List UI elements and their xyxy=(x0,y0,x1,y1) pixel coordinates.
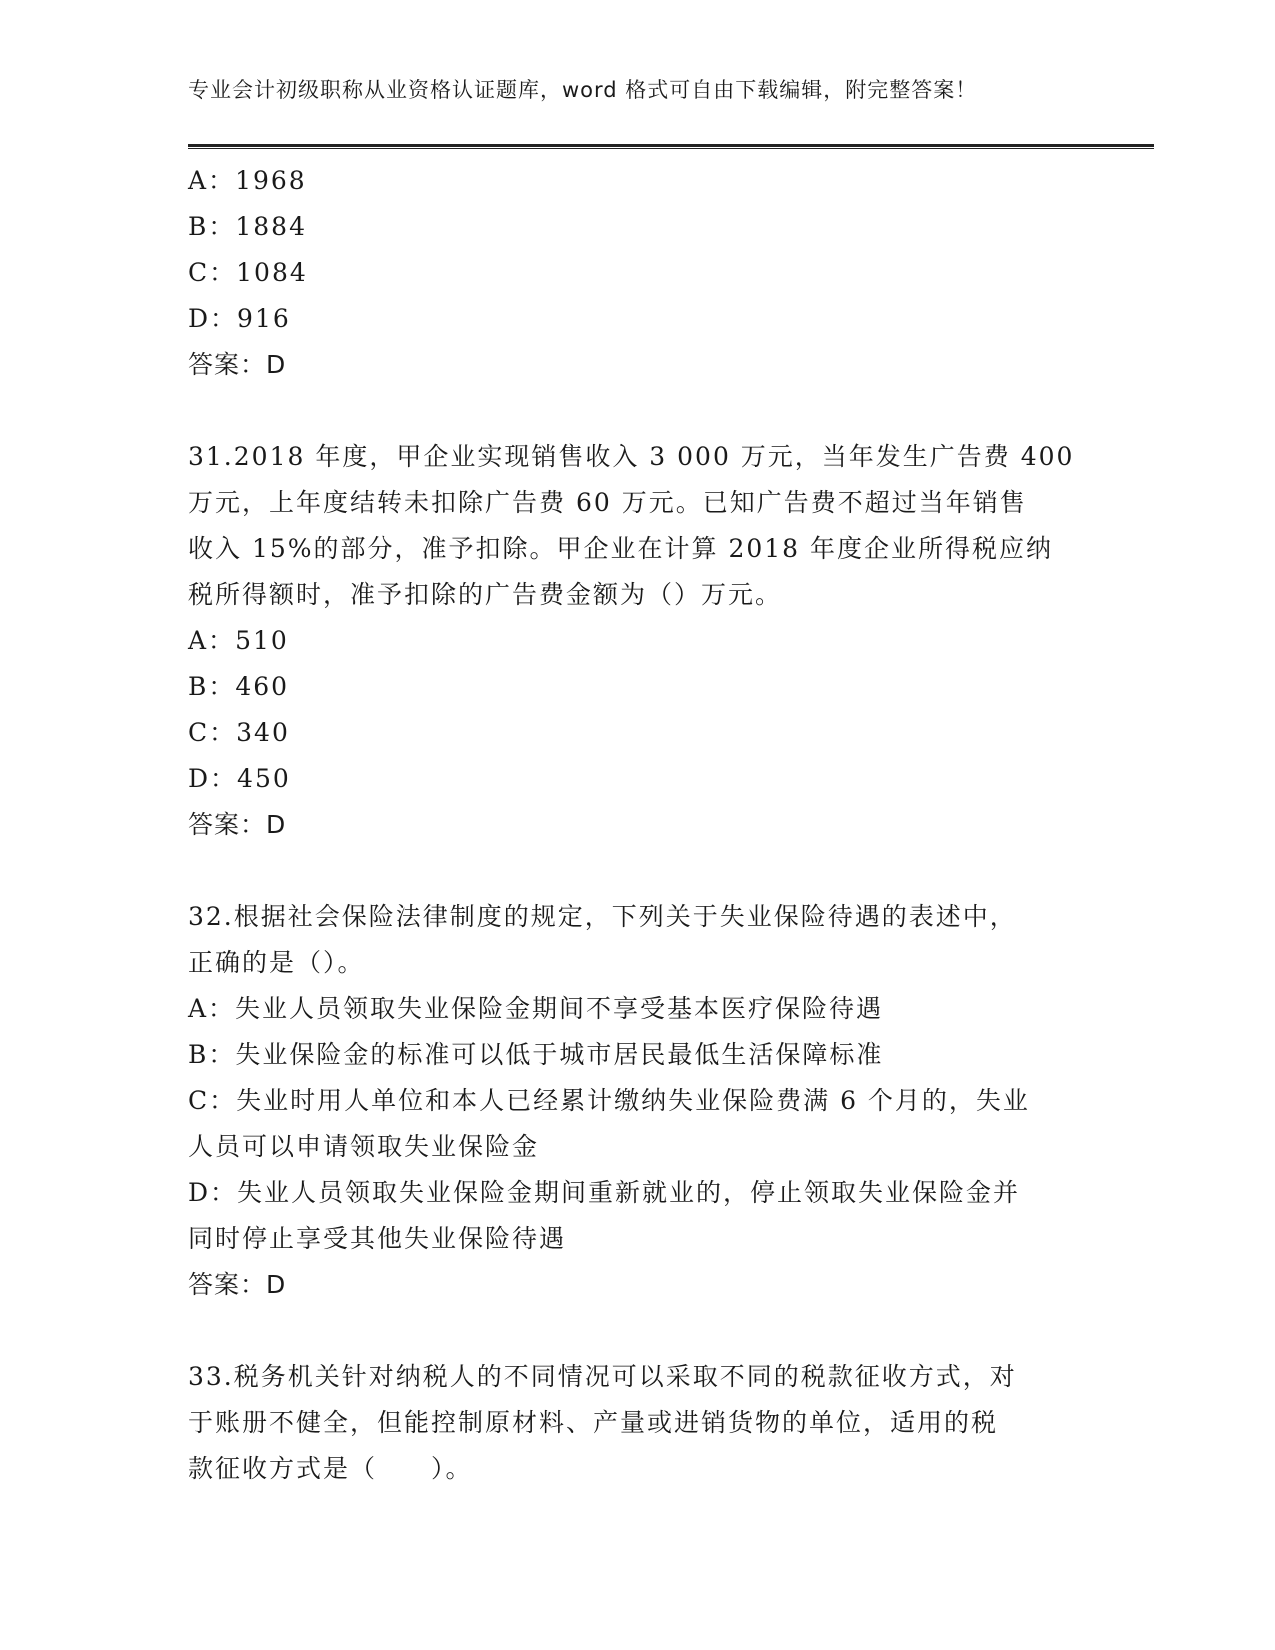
question-32-stem-line: 32.根据社会保险法律制度的规定，下列关于失业保险待遇的表述中， xyxy=(188,902,1017,931)
spacer xyxy=(188,848,1088,894)
question-content xyxy=(188,158,1088,1492)
page-header-text: 专业会计初级职称从业资格认证题库，word 格式可自由下载编辑，附完整答案！ xyxy=(188,78,978,102)
question-31-stem-line: 31.2018 年度，甲企业实现销售收入 3 000 万元，当年发生广告费 400 xyxy=(188,442,1075,471)
option-a: A：510 xyxy=(188,626,289,655)
answer-31: 答案：D xyxy=(188,810,287,839)
question-31-stem-line: 万元，上年度结转未扣除广告费 60 万元。已知广告费不超过当年销售 xyxy=(188,488,1027,517)
option-c: C：失业时用人单位和本人已经累计缴纳失业保险费满 6 个月的，失业 xyxy=(188,1086,1030,1115)
question-33-stem-line: 33.税务机关针对纳税人的不同情况可以采取不同的税款征收方式，对 xyxy=(188,1362,1017,1391)
question-32 xyxy=(188,894,1088,1308)
question-33-stem-line: 于账册不健全，但能控制原材料、产量或进销货物的单位，适用的税 xyxy=(188,1408,999,1437)
question-33 xyxy=(188,1354,1088,1492)
spacer xyxy=(188,1308,1088,1354)
option-d-continued: 同时停止享受其他失业保险待遇 xyxy=(188,1224,567,1253)
option-c: C：340 xyxy=(188,718,290,747)
option-a: A：失业人员领取失业保险金期间不享受基本医疗保险待遇 xyxy=(188,994,884,1023)
answer-30: 答案：D xyxy=(188,350,287,379)
option-c: C：1084 xyxy=(188,258,308,287)
option-d: D：450 xyxy=(188,764,291,793)
option-c-continued: 人员可以申请领取失业保险金 xyxy=(188,1132,540,1161)
option-b: B：460 xyxy=(188,672,290,701)
header-divider xyxy=(188,144,1154,149)
question-32-stem-line: 正确的是（）。 xyxy=(188,948,365,977)
question-31-stem-line: 收入 15%的部分，准予扣除。甲企业在计算 2018 年度企业所得税应纳 xyxy=(188,534,1054,563)
option-a: A：1968 xyxy=(188,166,307,195)
question-33-stem-line: 款征收方式是（ ）。 xyxy=(188,1454,473,1483)
question-31-stem-line: 税所得额时，准予扣除的广告费金额为（）万元。 xyxy=(188,580,783,609)
question-31 xyxy=(188,434,1088,848)
option-b: B：失业保险金的标准可以低于城市居民最低生活保障标准 xyxy=(188,1040,884,1069)
question-30-options xyxy=(188,158,1088,342)
spacer xyxy=(188,388,1088,434)
option-b: B：1884 xyxy=(188,212,307,241)
answer-32: 答案：D xyxy=(188,1270,287,1299)
option-d: D：失业人员领取失业保险金期间重新就业的，停止领取失业保险金并 xyxy=(188,1178,1021,1207)
option-d: D：916 xyxy=(188,304,291,333)
